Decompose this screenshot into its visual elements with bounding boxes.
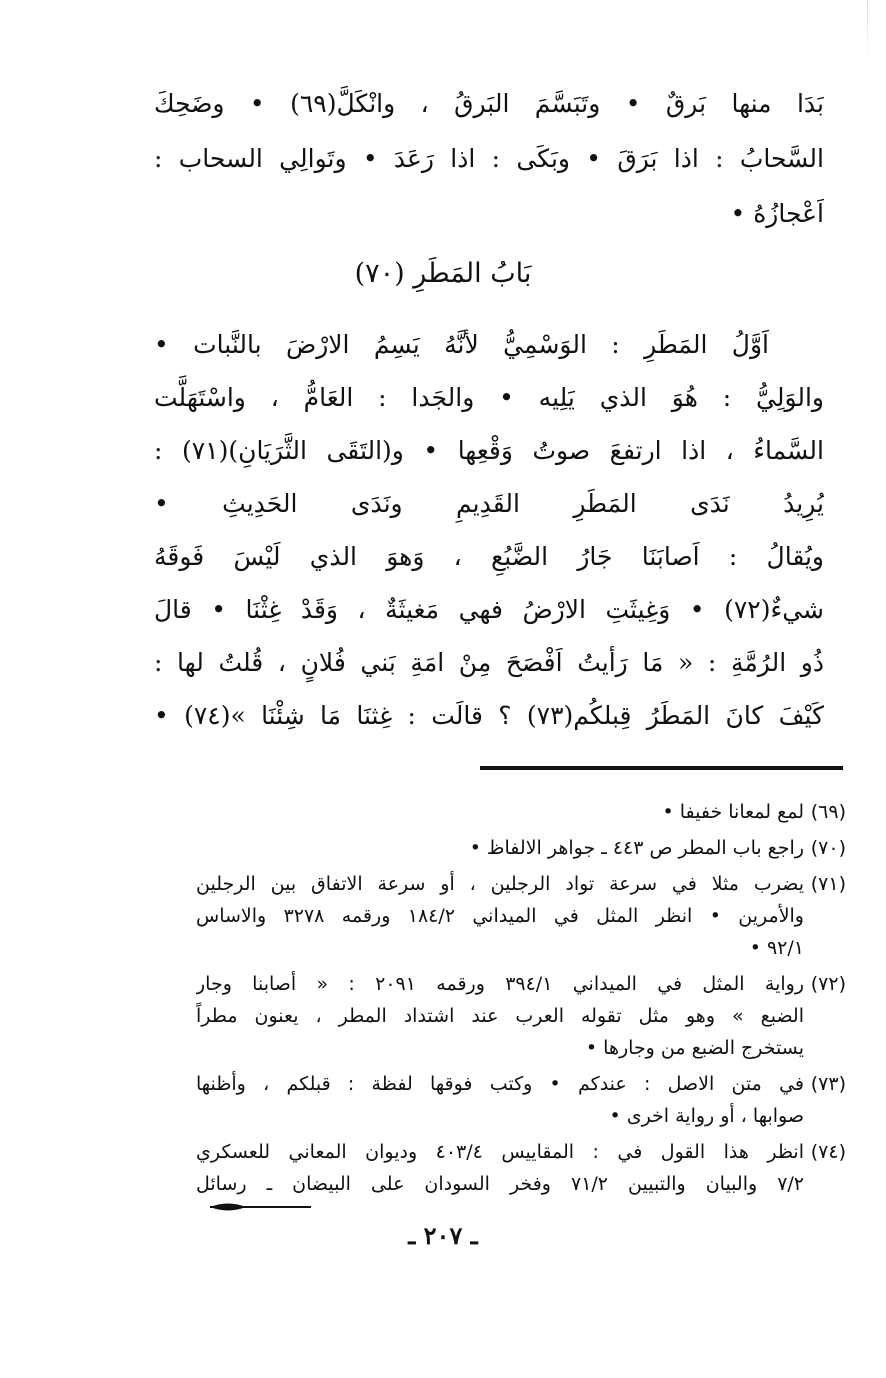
footnote-text [196, 968, 804, 1064]
text-line: السَّحابُ : اذا بَرَقَ • وبَكَى : اذا رَعَدَ • وتَوالِي السحاب : [154, 144, 824, 173]
footnote-line: رواية المثل في الميداني ٣٩٤/١ ورقمه ٢٠٩١ : « أصابنا وجار [196, 973, 804, 995]
text-line: اَوَّلُ المَطَرِ : الوَسْمِيُّ لأنَّهُ يَسِمُ الارْضَ بالنَّبات • [154, 330, 769, 359]
footnote-line: ٩٢/١ • [749, 937, 804, 959]
footnote-number: (٧٢) [810, 973, 846, 995]
text-line: شيءٌ(٧٢) • وَغِيثَتِ الارْضُ فهي مَغيثَةٌ ، وَقَدْ غِثْنَا • قالَ [154, 595, 824, 624]
footnote-line: يستخرج الضبع من وجارها • [585, 1037, 804, 1059]
footnote-line: في متن الاصل : عندكم • وكتب فوقها لفظة : قبلكم ، وأظنها [196, 1073, 804, 1095]
page-number: ـ ٢٠٧ ـ [408, 1221, 478, 1250]
footnote [196, 796, 846, 828]
footnote-line: لمع لمعانا خفيفا • [662, 801, 804, 823]
footnote-number: (٧٣) [810, 1073, 846, 1095]
footnote-text [196, 1068, 804, 1132]
footnote [196, 832, 846, 864]
footnote [196, 1068, 846, 1132]
text-line: ويُقالُ : اَصابَنَا جَارُ الضَّبُعِ ، وَهوَ الذي لَيْسَ فَوقَهُ [154, 542, 824, 571]
footnote-text [196, 868, 804, 964]
text-line: اَعْجازُهُ • [730, 199, 824, 228]
footnote-text [196, 796, 804, 828]
footnote-line: الضبع » وهو مثل تقوله العرب عند اشتداد المطر ، يعنون مطراً [196, 1005, 804, 1027]
footnote-number: (٦٩) [810, 801, 846, 823]
text-line: بَدَا منها بَرقٌ • وتَبَسَّمَ البَرقُ ، وانْكَلَّ(٦٩) • وضَحِكَ [154, 89, 824, 118]
footnote-text [196, 832, 804, 864]
footnote-line: انظر هذا القول في : المقاييس ٤٠٣/٤ وديوان المعاني للعسكري [196, 1141, 804, 1163]
footnote [196, 1136, 846, 1200]
footnote-line: ٧/٢ والبيان والتبيين ٧١/٢ وفخر السودان على البيضان ـ رسائل [196, 1173, 804, 1195]
footnote-number: (٧٠) [810, 837, 846, 859]
text-line: يُرِيدُ نَدَى المَطَرِ القَدِيمِ ونَدَى الحَدِيثِ • [154, 489, 824, 518]
paragraph-2 [154, 318, 824, 742]
text-line: ذُو الرُمَّةِ : « مَا رَأيتُ اَفْصَحَ مِنْ امَةِ بَني فُلانٍ ، قُلتُ لها : [154, 648, 824, 677]
scan-edge [867, 0, 868, 60]
text-line: السَّماءُ ، اذا ارتفعَ صوتُ وَقْعِها • و(التَقَى الثَّرَيَانِ)(٧١) : [154, 436, 824, 465]
text-line: كَيْفَ كانَ المَطَرُ قِبلكُم(٧٣) ؟ قالَت : غِثنَا مَا شِئْنَا »(٧٤) • [154, 701, 824, 730]
footnote-line: صوابها ، أو رواية اخرى • [609, 1105, 804, 1127]
footnote-line: راجع باب المطر ص ٤٤٣ ـ جواهر الالفاظ • [469, 837, 804, 859]
footnote-line: يضرب مثلا في سرعة تواد الرجلين ، أو سرعة الاتفاق بين الرجلين [196, 873, 804, 895]
section-heading: بَابُ المَطَرِ (٧٠) [354, 258, 532, 289]
text-line: والوَلِيُّ : هُوَ الذي يَلِيه • والجَدا : العَامُّ ، واسْتَهَلَّت [154, 383, 824, 412]
footnote-separator-rule [480, 766, 843, 770]
footnotes [196, 796, 846, 1204]
footnote-number: (٧٤) [810, 1141, 846, 1163]
footnote-number: (٧١) [810, 873, 846, 895]
continuation-ornament-icon [208, 1200, 313, 1214]
footnote [196, 868, 846, 964]
footnote [196, 968, 846, 1064]
paragraph-1 [154, 76, 824, 241]
footnote-text [196, 1136, 804, 1200]
footnote-line: والأمرين • انظر المثل في الميداني ١٨٤/٢ ورقمه ٣٢٧٨ والاساس [196, 905, 804, 927]
